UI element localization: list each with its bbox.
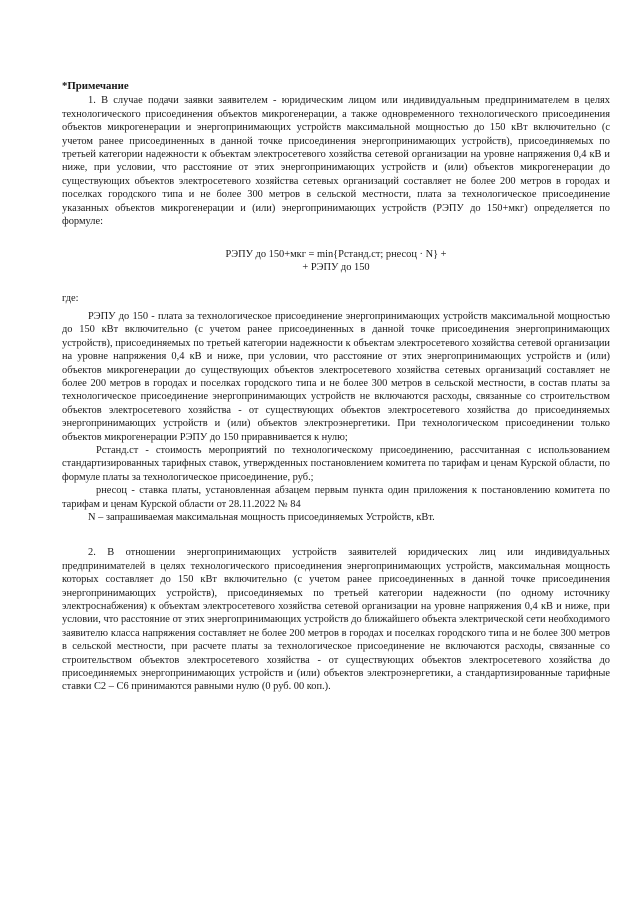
formula-line-1: РЭПУ до 150+мкг = min{Pстанд.ст; pнесоц · N} + (225, 249, 447, 261)
definition-repu: РЭПУ до 150 - плата за технологическое присоединение энергопринимающих устройств максимальной мощностью до 150 кВт включительно (с учетом ранее присоединенных в данной точке присоединения энергопринимающих устройств), присоединяемых по третьей категории надежности к объектам электросетевого хозяйства сетевой организации на уровне напряжения 0,4 кВ и ниже, при условии, что расстояние от этих энергопринимающих устройств и (или) объектов микрогенерации до существующих объектов электросетевого хозяйства сетевых организаций составляет не более 200 метров в городах и поселках городского типа и не более 300 метров в сельской местности, в состав платы за технологическое присоединение энергопринимающих устройств не включаются расходы, связанные со строительством объектов электросетевого хозяйства - от существующих объектов электросетевого хозяйства до присоединяемых энергопринимающих устройств и (или) объектов электроэнергетики. При технологическом присоединении только объектов микрогенерации РЭПУ до 150 приравнивается к нулю; (62, 310, 610, 443)
fee-formula (62, 248, 610, 274)
paragraph-2: 2. В отношении энергопринимающих устройств заявителей юридических лиц или индивидуальных предпринимателей в целях технологического присоединения энергопринимающих устройств, максимальная мощность которых составляет до 150 кВт включительно (с учетом ранее присоединенных в данной точке присоединения энергопринимающих устройств), присоединяемых по третьей категории надежности (по одному источнику электроснабжения) к объектам электросетевого хозяйства сетевой организации на уровне напряжения 0,4 кВ и ниже, при условии, что расстояние от этих энергопринимающих устройств до ближайшего объекта электрической сети необходимого заявителю класса напряжения составляет не более 200 метров в городах и поселках городского типа и не более 300 метров в сельской местности, при расчете платы за технологическое присоединение не включаются расходы, связанные со строительством объектов электросетевого хозяйства - от существующих объектов электросетевого хозяйства до присоединяемых энергопринимающих устройств и (или) объектов электроэнергетики, а стандартизированные тарифные ставки С2 – С6 принимаются равными нулю (0 руб. 00 коп.). (62, 547, 610, 693)
where-label: где: (62, 293, 79, 305)
definition-pnesoc: pнесоц - ставка платы, установленная абзацем первым пункта один приложения к постановлению комитета по тарифам и ценам Курской области от 28.11.2022 № 84 (62, 485, 610, 510)
definition-pstand: Pстанд.ст - стоимость мероприятий по технологическому присоединению, рассчитанная с использованием стандартизированных тарифных ставок, утвержденных постановлением комитета по тарифам и ценам Курской области, по формуле платы за технологическое присоединение, руб.; (62, 444, 610, 483)
note-heading: *Примечание (62, 80, 129, 92)
formula-line-2: + РЭПУ до 150 (302, 262, 370, 274)
note-content (62, 80, 610, 694)
paragraph-1: 1. В случае подачи заявки заявителем - юридическим лицом или индивидуальным предпринимателем в целях технологического присоединения объектов микрогенерации, а также одновременного технологического присоединения объектов микрогенерации и энергопринимающих устройств максимальной мощностью до 150 кВт включительно (с учетом ранее присоединенных в данной точке присоединения энергопринимающих устройств), присоединяемых по третьей категории надежности к объектам электросетевого хозяйства сетевой организации на уровне напряжения 0,4 кВ и ниже, при условии, что расстояние от этих энергопринимающих устройств и (или) объектов микрогенерации до существующих объектов электросетевого хозяйства сетевых организаций составляет не более 200 метров в городах и поселках городского типа и не более 300 метров в сельской местности, плата за технологическое присоединение указанных объектов микрогенерации и (или) энергопринимающих устройств (РЭПУ до 150+мкг) определяется по формуле: (62, 95, 610, 228)
definition-n: N – запрашиваемая максимальная мощность присоединяемых Устройств, кВт. (88, 511, 435, 523)
